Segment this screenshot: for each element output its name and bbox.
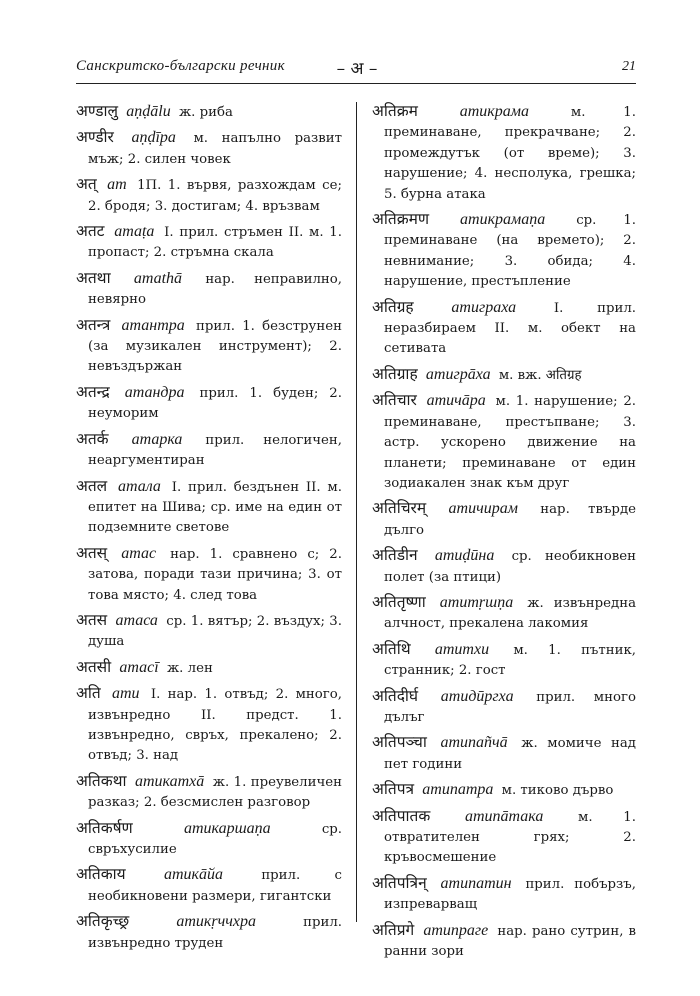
definition: нар. 1. сравнено с; 2. затова, поради тази причина; 3. от това място; 4. след това xyxy=(88,546,342,603)
dictionary-entry xyxy=(372,639,636,682)
transliteration: атитхи xyxy=(434,640,490,658)
section-letter: – अ – xyxy=(336,59,378,79)
transliteration: атидӣргха xyxy=(440,687,514,705)
dictionary-entry xyxy=(76,315,342,378)
transliteration: атиḍӣна xyxy=(434,547,495,565)
dictionary-entry xyxy=(76,610,342,653)
transliteration: атала xyxy=(118,477,161,495)
transliteration: атикāйа xyxy=(163,866,223,884)
definition: прил. с необикновени размери, гигантски xyxy=(88,868,342,904)
dictionary-entry xyxy=(372,101,636,205)
definition: I. прил. бездънен II. м. епитет на Шива; ср. име на един от подземните светове xyxy=(88,479,343,536)
headword: अतिग्राह xyxy=(372,364,418,383)
transliteration: атитṛшṇа xyxy=(439,593,514,611)
dictionary-entry xyxy=(76,683,342,767)
headword: अतिचार xyxy=(372,391,417,410)
left-column xyxy=(76,101,342,958)
transliteration: атарка xyxy=(131,430,183,448)
transliteration: ати xyxy=(111,685,140,703)
transliteration: атипаñчā xyxy=(440,734,508,752)
dictionary-entry xyxy=(372,545,636,588)
dictionary-entry xyxy=(76,818,342,861)
headword: अतिकाय xyxy=(76,865,126,884)
dictionary-entry xyxy=(372,686,636,729)
page-header xyxy=(0,0,700,84)
headword: अतिप्रगे xyxy=(372,920,415,939)
transliteration: аṇḍīра xyxy=(131,129,176,147)
definition: прил. побързъ, изпреварващ xyxy=(384,876,636,913)
definition: I. прил. стръмен II. м. 1. пропаст; 2. стръмна скала xyxy=(88,225,342,261)
transliteration: атикрама xyxy=(459,103,529,120)
headword: अतन्द्र xyxy=(76,382,110,401)
definition: нар. неправилно, невярно xyxy=(88,271,343,308)
definition: ср. 1. преминаване (на времето); 2. невнимание; 3. обида; 4. нарушение, престъпление xyxy=(384,213,636,290)
headword: अतस् xyxy=(76,543,108,562)
definition: нар. твърде дълго xyxy=(384,502,636,538)
definition: 1П. 1. вървя, разхождам се; 2. бродя; 3. достигам; 4. връзвам xyxy=(88,178,342,214)
dictionary-entry xyxy=(76,429,342,472)
headword: अतसी xyxy=(76,657,112,676)
right-column xyxy=(372,101,636,966)
headword: अत् xyxy=(76,175,97,194)
headword: अतिग्रह xyxy=(372,297,414,316)
headword: अतट xyxy=(76,222,105,241)
dictionary-entry xyxy=(372,873,636,916)
transliteration: атас xyxy=(121,544,157,562)
dictionary-entry xyxy=(76,771,342,814)
transliteration: атипатин xyxy=(440,874,512,892)
headword: अतिपत्रिन् xyxy=(372,873,427,892)
definition: прил. извънредно труден xyxy=(88,915,343,951)
dictionary-entry xyxy=(76,268,342,311)
headword: अण्डालु xyxy=(76,102,119,120)
dictionary-entry xyxy=(76,543,342,606)
headword: अतन्त्र xyxy=(76,315,111,334)
headword: अतिक्रमण xyxy=(372,210,430,229)
dictionary-entry xyxy=(372,732,636,775)
dictionary-entry xyxy=(76,174,342,217)
transliteration: атикаршаṇа xyxy=(183,819,271,837)
dictionary-entry xyxy=(76,101,342,123)
transliteration: атиграха xyxy=(451,298,517,316)
definition: м. 1. пътник, странник; 2. гост xyxy=(384,642,637,679)
headword: अतिकृच्छ्र xyxy=(76,912,130,931)
transliteration: атантра xyxy=(121,316,185,334)
transliteration: атипāтака xyxy=(464,807,544,825)
transliteration: атикатхā xyxy=(134,772,205,790)
dictionary-entry xyxy=(76,221,342,264)
definition: прил. нелогичен, неаргументиран xyxy=(88,432,343,469)
transliteration: атасī xyxy=(119,658,159,676)
header-rule xyxy=(76,83,636,84)
transliteration: атигрāха xyxy=(425,365,491,383)
headword: अतिथि xyxy=(372,639,411,658)
dictionary-entry xyxy=(76,911,342,954)
headword: अतितृष्णा xyxy=(372,592,426,611)
transliteration: атипраге xyxy=(423,921,489,939)
dictionary-entry xyxy=(372,364,636,386)
headword: अतिडीन xyxy=(372,546,418,565)
transliteration: аṇḍālu xyxy=(126,103,171,120)
definition: ж. извънредна алчност, прекалена лакомия xyxy=(384,595,636,632)
definition: м. 1. отвратителен грях; 2. кръвосмешение xyxy=(384,809,636,866)
definition: прил. много дълъг xyxy=(384,689,636,725)
dictionary-entry xyxy=(372,806,636,869)
definition: м. вж. अतिग्रह xyxy=(498,367,582,383)
definition: м. 1. нарушение; 2. преминаване, престъпване; 3. астр. ускорено движение на планети; преминаване от един зодиакален знак към друг xyxy=(384,394,637,491)
headword: अतल xyxy=(76,476,108,495)
definition: нар. рано сутрин, в ранни зори xyxy=(384,923,637,960)
headword: अतिकथा xyxy=(76,771,127,790)
definition: прил. 1. безструнен (за музикален инструмент); 2. невъздържан xyxy=(88,318,342,375)
definition: I. нар. 1. отвъд; 2. много, извънредно II. предст. 1. извънредно, свръх, прекалено; 2. отвъд; 3. над xyxy=(88,687,342,764)
dictionary-entry xyxy=(372,297,636,360)
transliteration: атаṭа xyxy=(114,223,155,241)
column-divider xyxy=(356,102,357,922)
transliteration: атаthā xyxy=(133,269,183,287)
definition: ж. 1. преувеличен разказ; 2. безсмислен разговор xyxy=(88,774,343,811)
dictionary-entry xyxy=(76,127,342,170)
dictionary-entry xyxy=(372,390,636,494)
page-number: 21 xyxy=(622,59,636,74)
definition: ж. лен xyxy=(166,660,213,676)
definition: м. тиково дърво xyxy=(501,783,614,799)
headword: अतिचिरम् xyxy=(372,499,427,518)
headword: अतिदीर्घ xyxy=(372,686,419,705)
headword: अतथा xyxy=(76,268,111,287)
dictionary-entry xyxy=(372,779,636,801)
transliteration: ат xyxy=(107,176,127,194)
headword: अतिपञ्चा xyxy=(372,733,427,752)
headword: अतिपत्र xyxy=(372,780,415,799)
transliteration: атипатра xyxy=(422,781,494,799)
definition: м. 1. преминаване, прекрачване; 2. промеждутък (от време); 3. нарушение; 4. несполука, грешка; 5. бурна атака xyxy=(384,105,636,202)
transliteration: атикṛччхра xyxy=(176,913,256,931)
headword: अतिक्रम xyxy=(372,102,418,120)
definition: I. прил. неразбираем II. м. обект на сетивата xyxy=(384,300,636,357)
transliteration: атичирам xyxy=(448,500,518,518)
definition: ж. риба xyxy=(178,105,233,120)
dictionary-entry xyxy=(372,209,636,293)
headword: अति xyxy=(76,684,101,703)
transliteration: атаса xyxy=(115,611,158,629)
definition: ср. свръхусилие xyxy=(88,821,343,857)
dictionary-entry xyxy=(76,382,342,425)
dictionary-entry xyxy=(372,920,636,963)
transliteration: атичāра xyxy=(426,392,486,410)
definition: прил. 1. буден; 2. неуморим xyxy=(88,385,342,422)
dictionary-entry xyxy=(76,476,342,539)
definition: ср. необикновен полет (за птици) xyxy=(384,549,636,585)
headword: अतिपातक xyxy=(372,806,431,825)
transliteration: атикрамаṇа xyxy=(460,211,546,229)
headword: अतर्क xyxy=(76,429,109,448)
definition: м. напълно развит мъж; 2. силен човек xyxy=(88,131,342,167)
transliteration: атандра xyxy=(124,383,185,401)
headword: अतिकर्षण xyxy=(76,818,133,837)
dictionary-entry xyxy=(372,498,636,541)
dictionary-entry xyxy=(372,592,636,635)
definition: ж. момиче над пет години xyxy=(384,736,636,772)
headword: अण्डीर xyxy=(76,128,114,147)
definition: ср. 1. вятър; 2. въздух; 3. душа xyxy=(88,613,342,650)
dictionary-entry xyxy=(76,657,342,679)
running-title: Санскритско-български речник xyxy=(76,58,285,74)
headword: अतस xyxy=(76,610,108,629)
dictionary-entry xyxy=(76,864,342,907)
